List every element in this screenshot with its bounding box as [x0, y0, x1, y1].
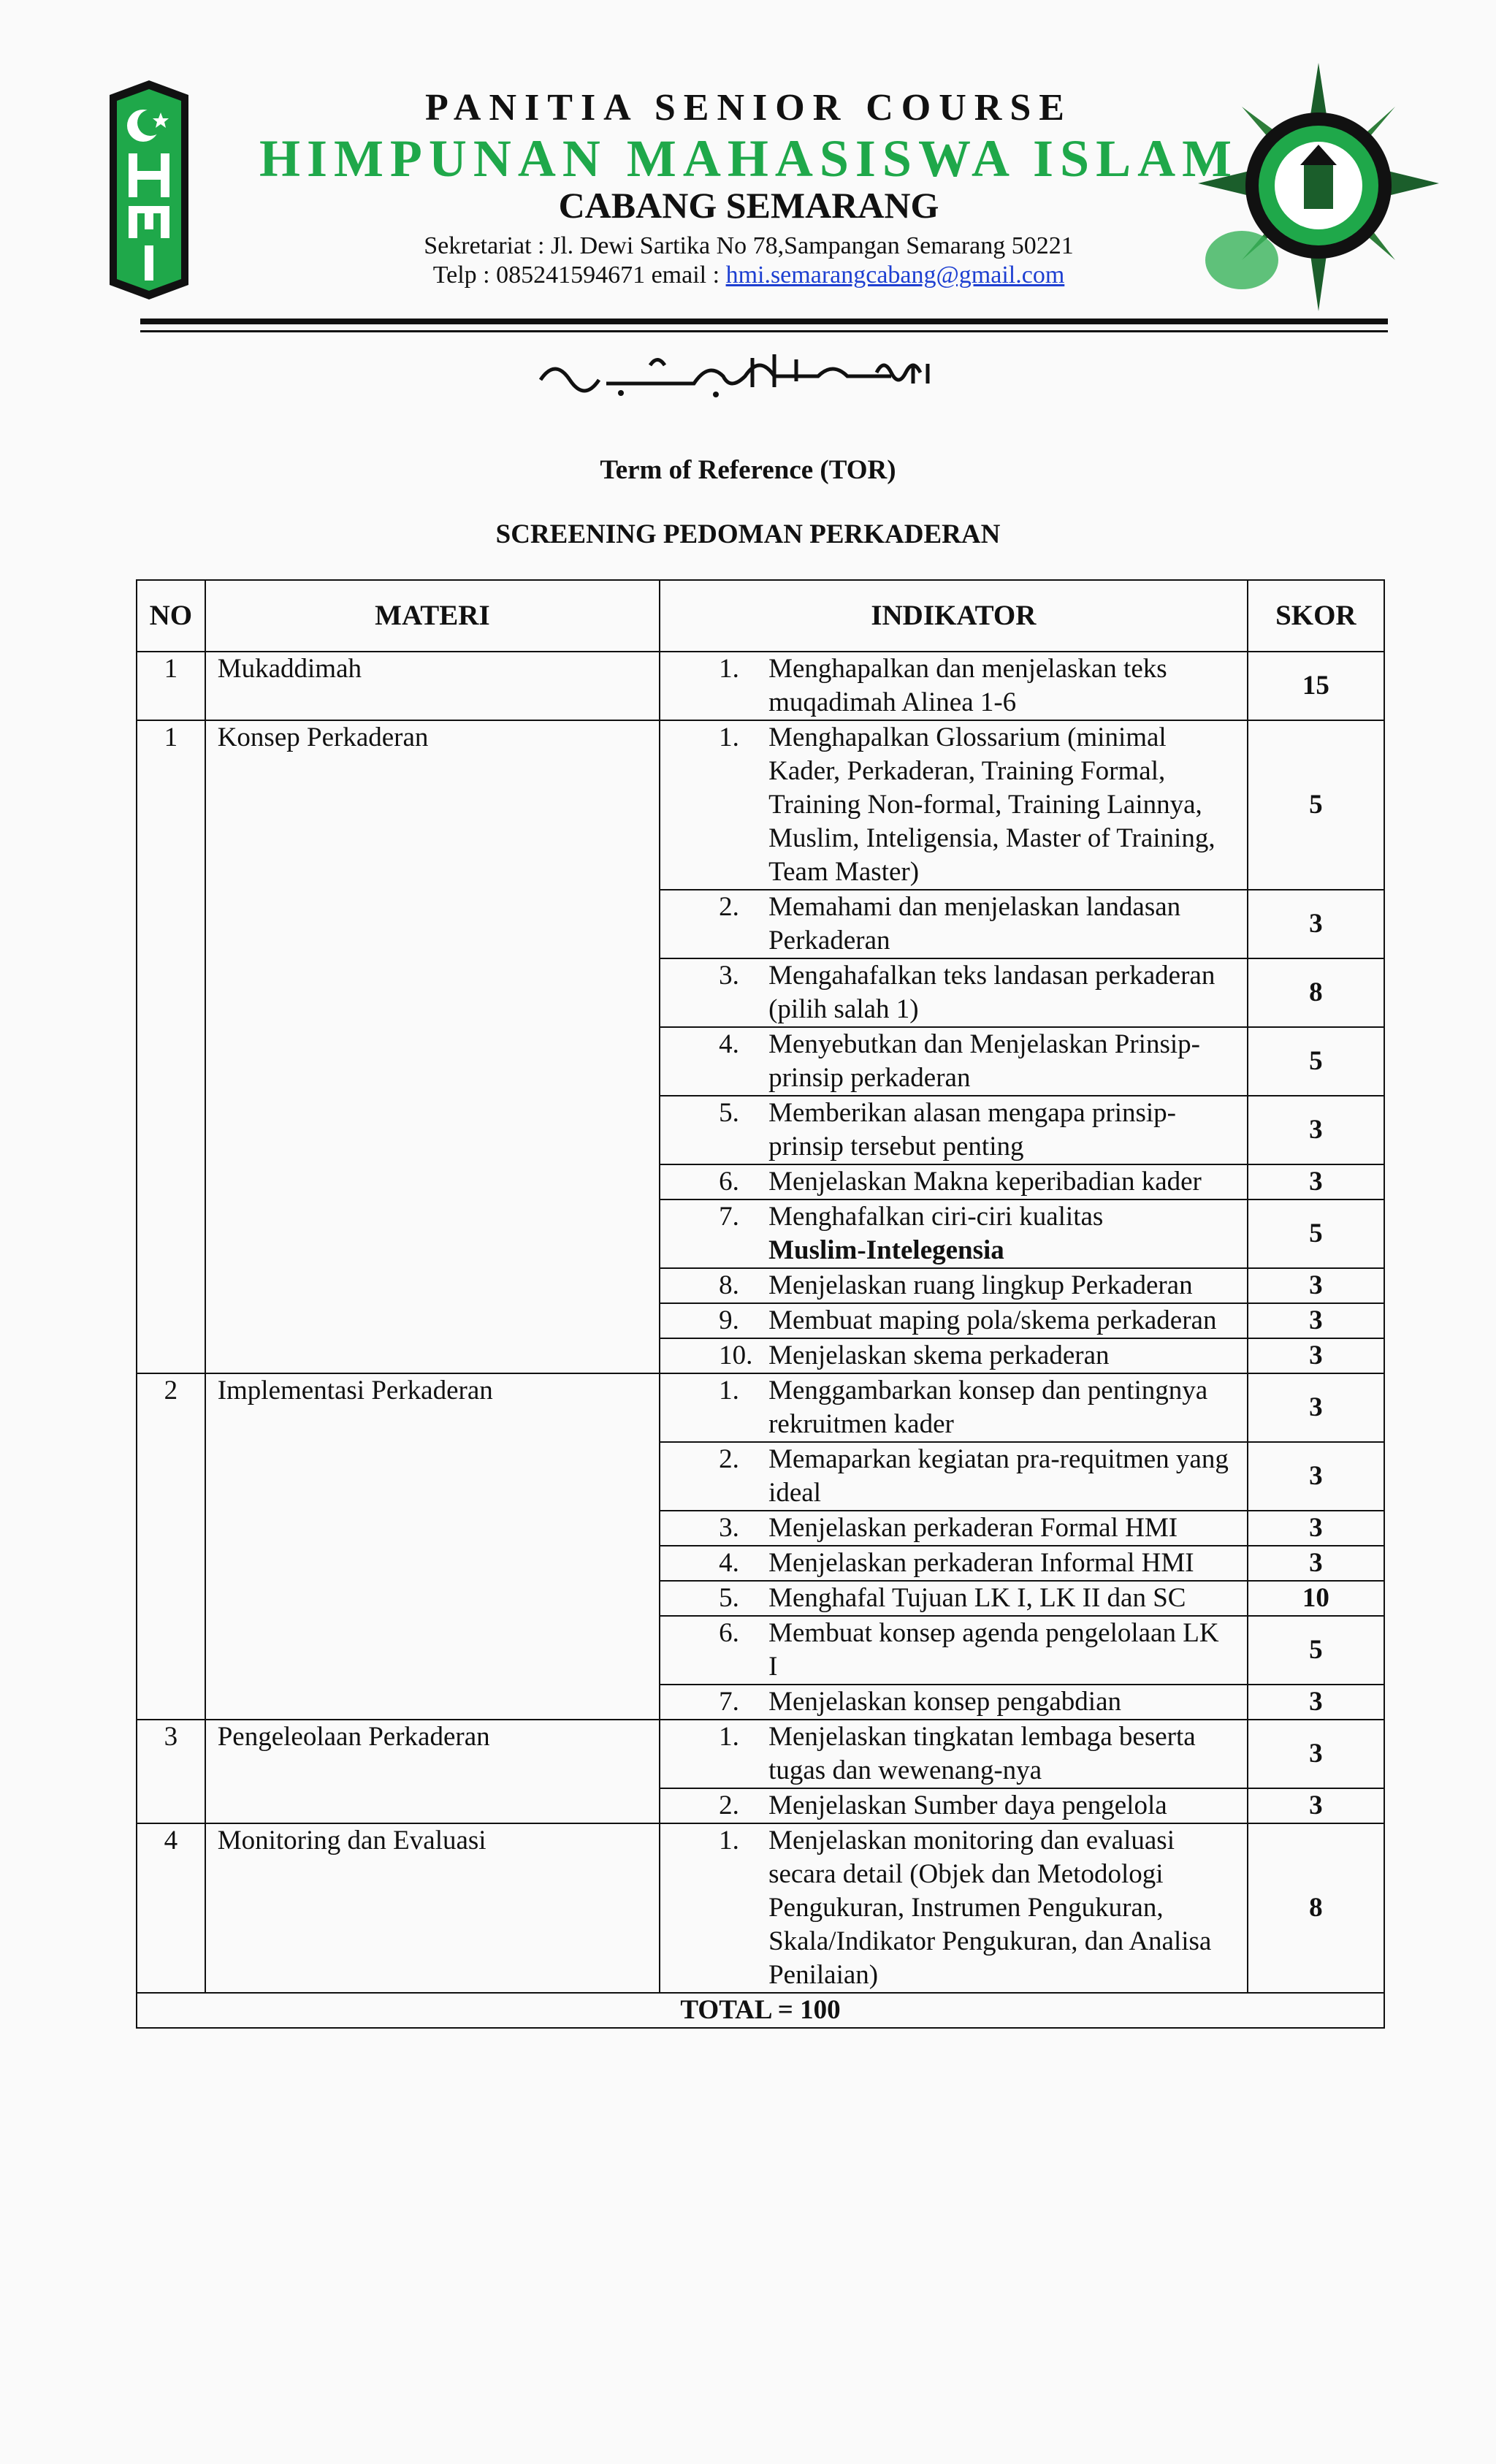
row-indikator: [660, 1616, 1248, 1685]
row-materi: Pengeleolaan Perkaderan: [205, 1720, 660, 1823]
item-number: 1.: [719, 1826, 739, 1855]
header-no: NO: [137, 580, 205, 652]
item-text: Memaparkan kegiatan pra-requitmen yang ideal: [768, 1444, 1229, 1508]
row-skor: 5: [1248, 720, 1384, 890]
table-row: [137, 1373, 1384, 1442]
row-indikator: [660, 1546, 1248, 1581]
row-indikator: [660, 720, 1248, 890]
row-skor: 10: [1248, 1581, 1384, 1616]
item-text: Menjelaskan monitoring dan evaluasi secara detail (Objek dan Metodologi Pengukuran, Instrumen Pengukuran, Skala/Indikator Pengukuran, dan Analisa Penilaian): [768, 1826, 1212, 1990]
item-text: Menyebutkan dan Menjelaskan Prinsip-prinsip perkaderan: [768, 1029, 1200, 1093]
row-indikator: [660, 1096, 1248, 1164]
item-text: Menghapalkan dan menjelaskan teks muqadimah Alinea 1-6: [768, 654, 1167, 717]
item-number: 7.: [719, 1202, 739, 1232]
address-line: Sekretariat : Jl. Dewi Sartika No 78,Sampangan Semarang 50221: [424, 232, 1074, 259]
item-number: 6.: [719, 1167, 739, 1197]
header-rule-thick: [140, 319, 1388, 324]
row-skor: 3: [1248, 1164, 1384, 1199]
item-number: 5.: [719, 1583, 739, 1613]
row-skor: 3: [1248, 1268, 1384, 1303]
row-skor: 3: [1248, 1720, 1384, 1788]
row-indikator: [660, 1268, 1248, 1303]
row-indikator: [660, 1199, 1248, 1268]
item-number: 10.: [719, 1340, 753, 1370]
row-skor: 15: [1248, 652, 1384, 720]
item-text: Menjelaskan konsep pengabdian: [768, 1687, 1122, 1717]
email-link[interactable]: hmi.semarangcabang@gmail.com: [725, 262, 1065, 289]
row-skor: 5: [1248, 1027, 1384, 1096]
table-row: [137, 1720, 1384, 1788]
row-materi: Monitoring dan Evaluasi: [205, 1823, 660, 1993]
total-score: TOTAL = 100: [137, 1993, 1384, 2028]
row-indikator: [660, 1581, 1248, 1616]
document-title: Term of Reference (TOR): [600, 455, 896, 485]
row-materi: Mukaddimah: [205, 652, 660, 720]
row-skor: 3: [1248, 1442, 1384, 1511]
row-materi: Konsep Perkaderan: [205, 720, 660, 1373]
item-text: Menggambarkan konsep dan pentingnya rekruitmen kader: [768, 1376, 1208, 1439]
organization-name: HIMPUNAN MAHASISWA ISLAM: [259, 129, 1239, 188]
item-text: Membuat konsep agenda pengelolaan LK I: [768, 1618, 1219, 1682]
item-number: 6.: [719, 1618, 739, 1648]
row-skor: 3: [1248, 1303, 1384, 1338]
item-number: 5.: [719, 1098, 739, 1128]
item-number: 4.: [719, 1029, 739, 1059]
item-number: 2.: [719, 892, 739, 922]
branch-name: CABANG SEMARANG: [558, 185, 939, 226]
item-number: 3.: [719, 961, 739, 991]
item-text: Menjelaskan skema perkaderan: [768, 1340, 1110, 1370]
item-number: 1.: [719, 722, 739, 752]
row-indikator: [660, 1720, 1248, 1788]
row-indikator: [660, 1823, 1248, 1993]
item-text-bold: Muslim-Intelegensia: [768, 1235, 1004, 1265]
row-indikator: [660, 1338, 1248, 1373]
table-header-row: [137, 580, 1384, 652]
row-skor: 3: [1248, 1338, 1384, 1373]
phone-text: Telp : 085241594671 email :: [432, 262, 726, 289]
row-skor: 3: [1248, 1546, 1384, 1581]
row-indikator: [660, 1373, 1248, 1442]
contact-line: [205, 262, 1293, 289]
row-skor: 3: [1248, 1511, 1384, 1546]
item-text: Membuat maping pola/skema perkaderan: [768, 1305, 1217, 1335]
item-number: 1.: [719, 654, 739, 684]
header-skor: SKOR: [1248, 580, 1384, 652]
item-number: 2.: [719, 1790, 739, 1820]
table-row: [137, 720, 1384, 890]
row-indikator: [660, 958, 1248, 1027]
row-indikator: [660, 890, 1248, 958]
item-text: Memahami dan menjelaskan landasan Perkaderan: [768, 892, 1181, 956]
item-number: 4.: [719, 1548, 739, 1578]
row-indikator: [660, 652, 1248, 720]
total-row: [137, 1993, 1384, 2028]
item-text: Menjelaskan ruang lingkup Perkaderan: [768, 1270, 1193, 1300]
header-rule-thin: [140, 330, 1388, 332]
item-text: Menjelaskan Sumber daya pengelola: [768, 1790, 1167, 1820]
row-indikator: [660, 1442, 1248, 1511]
row-skor: 5: [1248, 1199, 1384, 1268]
row-indikator: [660, 1788, 1248, 1823]
item-number: 1.: [719, 1722, 739, 1752]
row-skor: 3: [1248, 890, 1384, 958]
row-skor: 8: [1248, 1823, 1384, 1993]
row-skor: 8: [1248, 958, 1384, 1027]
row-no: 3: [137, 1720, 205, 1823]
row-no: 1: [137, 720, 205, 1373]
row-indikator: [660, 1303, 1248, 1338]
item-number: 2.: [719, 1444, 739, 1474]
row-indikator: [660, 1511, 1248, 1546]
document-subtitle: SCREENING PEDOMAN PERKADERAN: [495, 519, 1001, 549]
item-text: Mengahafalkan teks landasan perkaderan (pilih salah 1): [768, 961, 1216, 1024]
table-row: [137, 652, 1384, 720]
item-text: Menghapalkan Glossarium (minimal Kader, Perkaderan, Training Formal, Training Non-formal, Training Lainnya, Muslim, Inteligensia, Master of Training, Team Master): [768, 722, 1216, 887]
item-text: Menghafal Tujuan LK I, LK II dan SC: [768, 1583, 1186, 1613]
row-skor: 3: [1248, 1373, 1384, 1442]
row-skor: 3: [1248, 1096, 1384, 1164]
row-indikator: [660, 1027, 1248, 1096]
header-indikator: INDIKATOR: [660, 580, 1248, 652]
committee-title: PANITIA SENIOR COURSE: [425, 87, 1072, 129]
row-indikator: [660, 1685, 1248, 1720]
row-no: 1: [137, 652, 205, 720]
item-text: Menjelaskan perkaderan Formal HMI: [768, 1513, 1178, 1543]
row-materi: Implementasi Perkaderan: [205, 1373, 660, 1720]
row-skor: 3: [1248, 1788, 1384, 1823]
item-number: 7.: [719, 1687, 739, 1717]
item-text: Memberikan alasan mengapa prinsip-prinsip tersebut penting: [768, 1098, 1176, 1162]
screening-table: [136, 579, 1385, 2029]
row-skor: 3: [1248, 1685, 1384, 1720]
item-number: 3.: [719, 1513, 739, 1543]
item-text: Menjelaskan perkaderan Informal HMI: [768, 1548, 1194, 1578]
hmi-logo-icon: [102, 80, 196, 300]
item-text: Menghafalkan ciri-ciri kualitas: [768, 1202, 1104, 1232]
item-text: Menjelaskan tingkatan lembaga beserta tugas dan wewenang-nya: [768, 1722, 1196, 1785]
basmala-calligraphy-icon: [533, 343, 942, 402]
table-row: [137, 1823, 1384, 1993]
item-number: 1.: [719, 1376, 739, 1405]
row-indikator: [660, 1164, 1248, 1199]
header-materi: MATERI: [205, 580, 660, 652]
item-number: 8.: [719, 1270, 739, 1300]
item-text: Menjelaskan Makna keperibadian kader: [768, 1167, 1202, 1197]
row-no: 4: [137, 1823, 205, 1993]
item-number: 9.: [719, 1305, 739, 1335]
row-skor: 5: [1248, 1616, 1384, 1685]
row-no: 2: [137, 1373, 205, 1720]
